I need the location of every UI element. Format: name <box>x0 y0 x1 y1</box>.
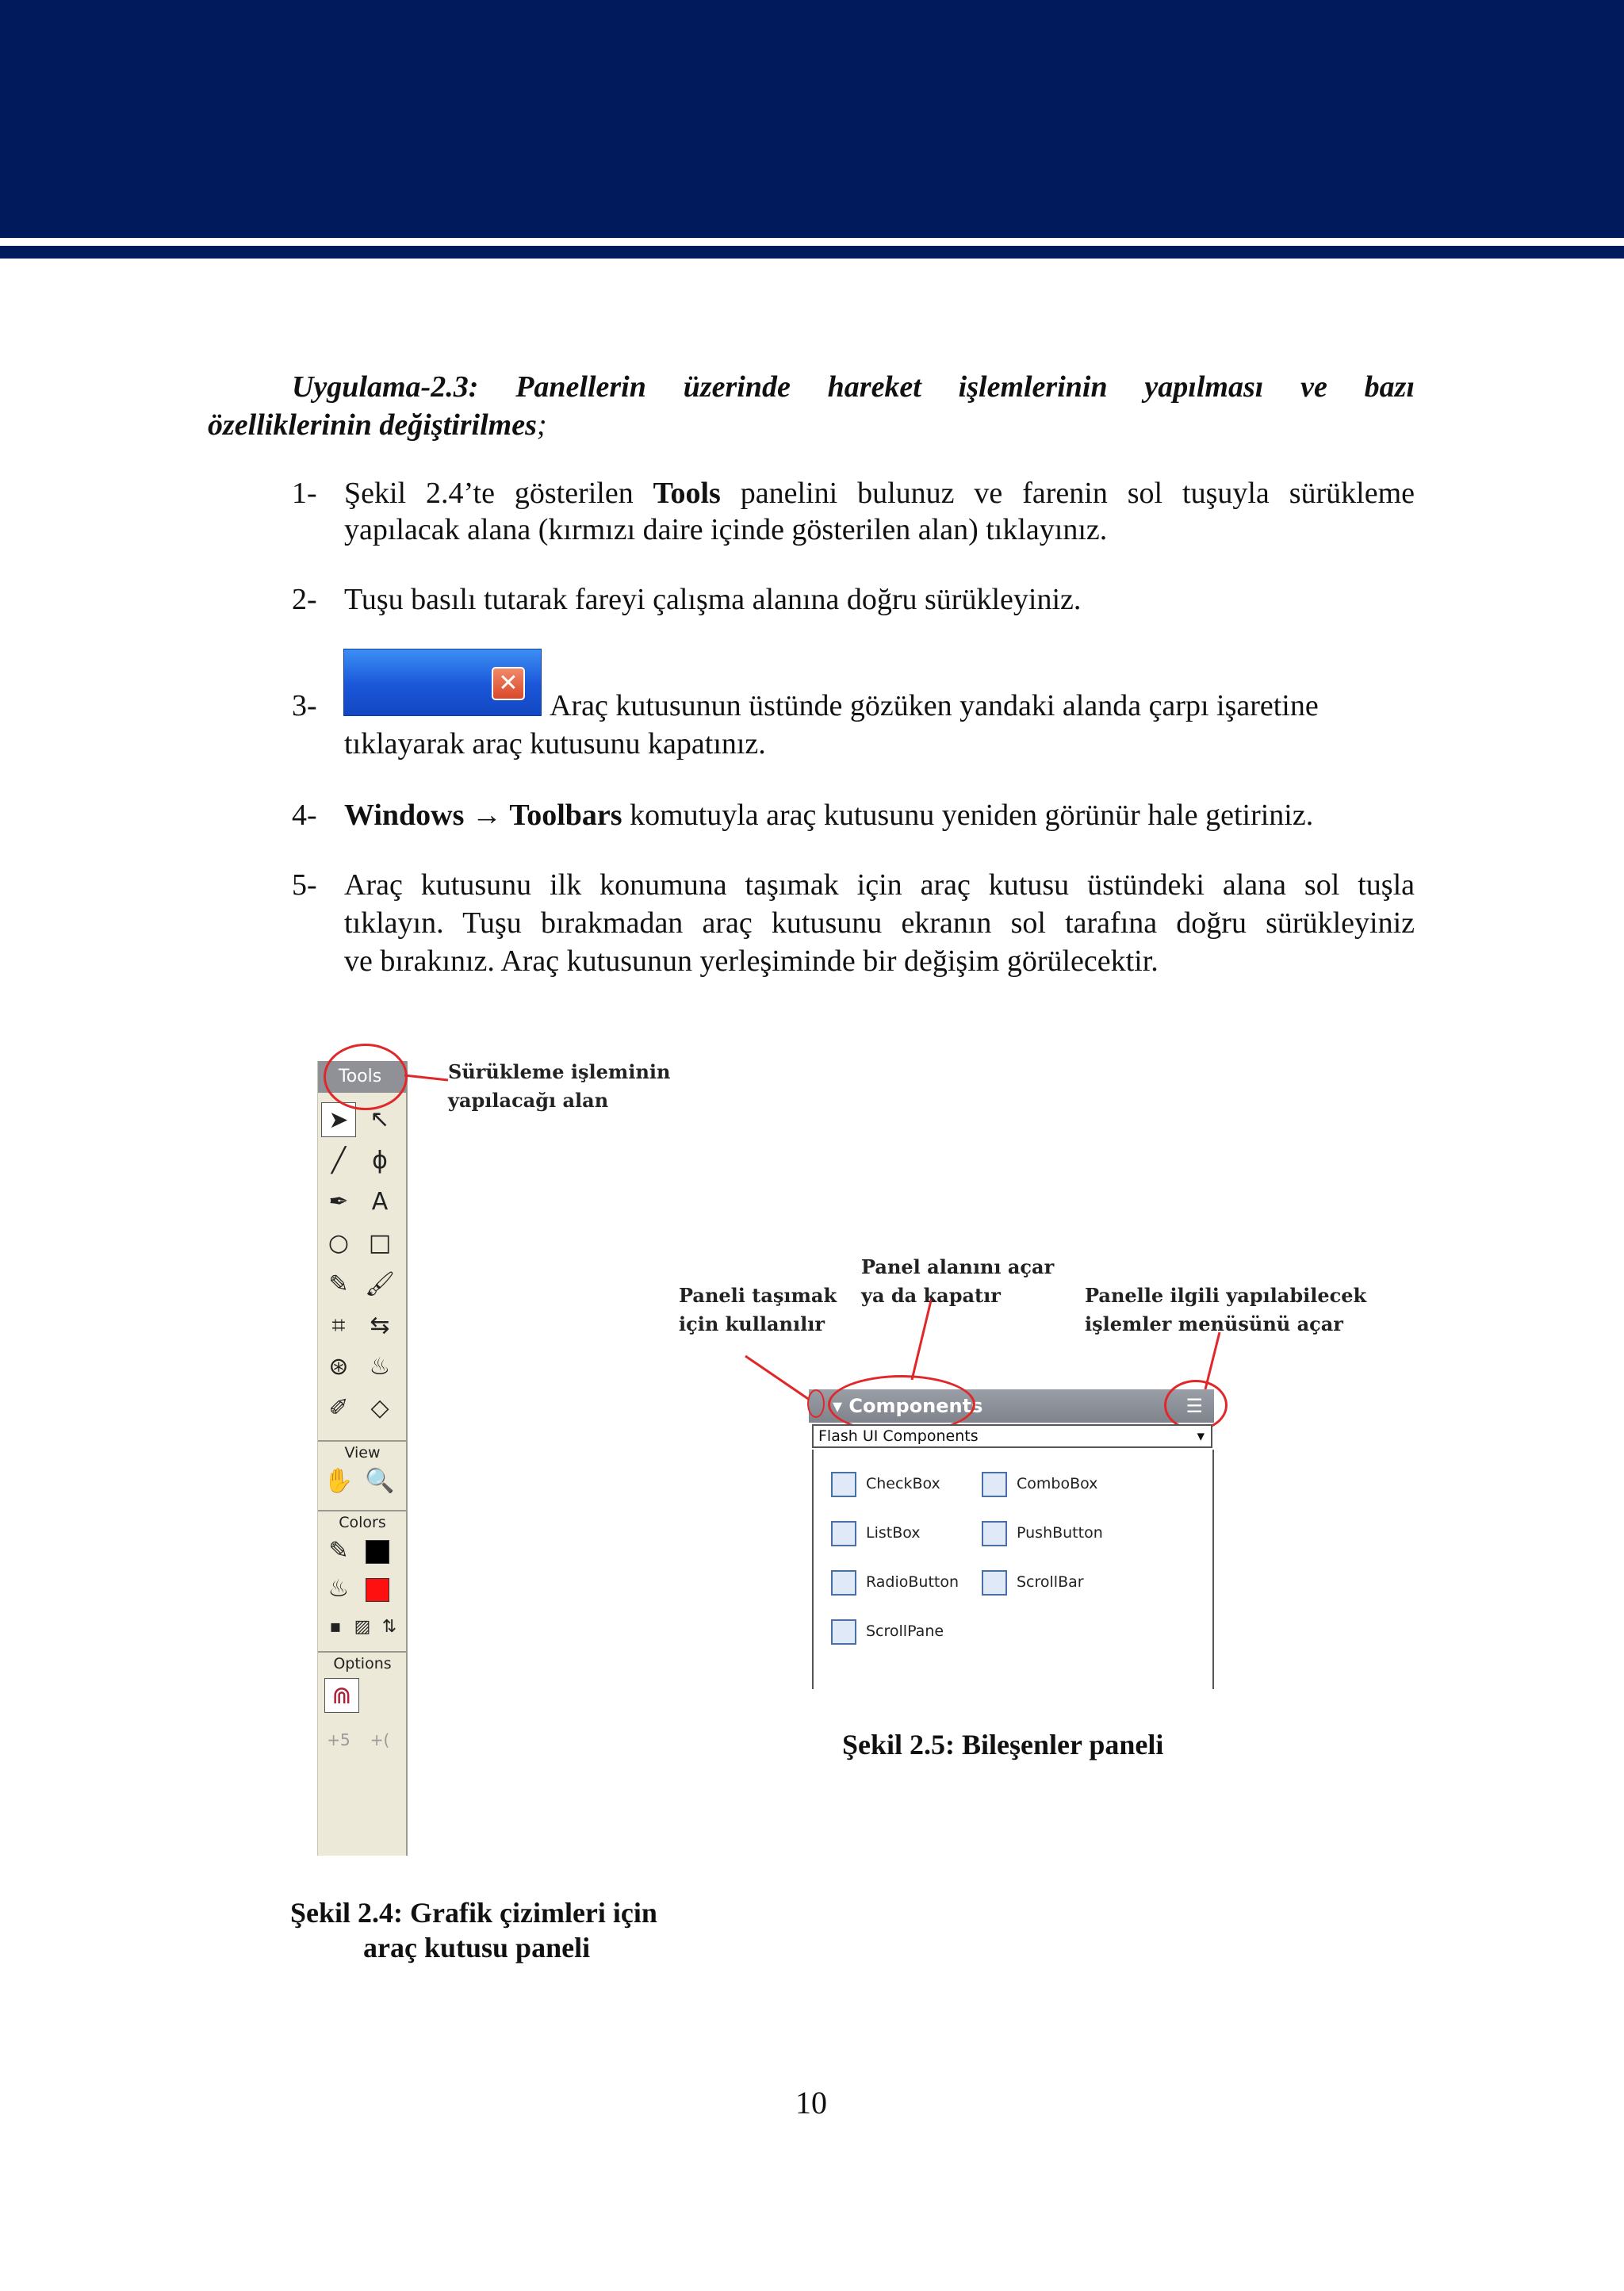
step-5-number: 5- <box>292 868 317 902</box>
chevron-down-icon: ▾ <box>1197 1427 1205 1445</box>
figure-2-4-caption: Şekil 2.4: Grafik çizimleri için <box>290 1897 657 1929</box>
scrollpane-component-icon <box>831 1619 856 1645</box>
colors-section-label: Colors <box>318 1510 407 1534</box>
step-3-text: Araç kutusunun üstünde gözüken yandaki alanda çarpı işaretine <box>550 689 1319 722</box>
close-icon: ✕ <box>492 667 525 700</box>
free-transform-tool-icon[interactable]: ⌗ <box>331 1312 346 1339</box>
swap-colors-icon[interactable]: ⇅ <box>381 1617 397 1637</box>
options-section-label: Options <box>318 1651 407 1675</box>
move-grip-highlight <box>807 1389 825 1418</box>
step-1-text: Şekil 2.4’te gösterilen Tools panelini bulunuz ve farenin sol tuşuyla sürükleme <box>344 477 1415 510</box>
eyedropper-tool-icon[interactable]: ✐ <box>328 1394 349 1422</box>
component-radiobutton[interactable]: RadioButton <box>831 1569 959 1596</box>
pencil-tool-icon[interactable]: ✎ <box>328 1270 349 1298</box>
callout-menu: Panelle ilgili yapılabilecek işlemler menüsünü açar <box>1085 1284 1367 1335</box>
step-4-text: Windows → Toolbars komutuyla araç kutusunu yeniden görünür hale getiriniz. <box>344 799 1314 832</box>
snap-magnet-icon[interactable]: ⋒ <box>324 1678 359 1713</box>
callout-open-close: Panel alanını açar ya da kapatır <box>861 1255 1055 1307</box>
lasso-tool-icon[interactable]: ϕ <box>372 1147 388 1174</box>
figure-2-5-caption: Şekil 2.5: Bileşenler paneli <box>842 1729 1164 1760</box>
scrollbar-component-icon <box>982 1570 1007 1596</box>
step-1-number: 1- <box>292 477 317 510</box>
combobox-component-icon <box>982 1472 1007 1497</box>
stroke-color-icon[interactable]: ✎ <box>328 1537 349 1565</box>
text-tool-icon[interactable]: A <box>371 1188 389 1216</box>
listbox-component-icon <box>831 1521 856 1546</box>
default-colors-icon[interactable]: ▪ <box>329 1617 342 1637</box>
smooth-option-icon[interactable]: +5 <box>327 1730 350 1749</box>
components-list <box>812 1450 1214 1689</box>
exercise-heading: Uygulama-2.3: Panellerin üzerinde hareket işlemlerinin yapılması ve bazı <box>292 370 1415 404</box>
component-listbox[interactable]: ListBox <box>831 1519 921 1546</box>
component-scrollbar[interactable]: ScrollBar <box>982 1569 1084 1596</box>
step-4-number: 4- <box>292 799 317 832</box>
pushbutton-component-icon <box>982 1521 1007 1546</box>
paint-bucket-tool-icon[interactable]: ♨ <box>369 1353 391 1381</box>
page-number: 10 <box>795 2085 827 2121</box>
arrow-tool-icon[interactable]: ➤ <box>321 1102 356 1137</box>
callout-drag-area: Sürükleme işleminin yapılacağı alan <box>448 1060 671 1112</box>
fill-transform-tool-icon[interactable]: ⇆ <box>370 1312 390 1339</box>
step-3-text-cont: tıklayarak araç kutusunu kapatınız. <box>344 727 766 760</box>
step-5-text-cont2: ve bırakınız. Araç kutusunun yerleşiminde bir değişim görülecektir. <box>344 944 1159 978</box>
exercise-heading-cont: özelliklerinin değiştirilmes; <box>208 408 547 442</box>
fill-color-icon[interactable]: ♨ <box>327 1575 350 1603</box>
step-1-text-cont: yapılacak alana (kırmızı daire içinde gösterilen alan) tıklayınız. <box>344 513 1108 546</box>
rectangle-tool-icon[interactable]: □ <box>368 1229 392 1257</box>
menu-highlight <box>1164 1380 1228 1431</box>
step-2-text: Tuşu basılı tutarak fareyi çalışma alanına doğru sürükleyiniz. <box>344 583 1082 616</box>
eraser-tool-icon[interactable]: ◇ <box>370 1394 389 1422</box>
components-panel-title[interactable]: ▾ Components <box>833 1395 983 1417</box>
radiobutton-component-icon <box>831 1570 856 1596</box>
checkbox-component-icon <box>831 1472 856 1497</box>
oval-tool-icon[interactable]: ○ <box>327 1229 350 1257</box>
step-2-number: 2- <box>292 583 317 616</box>
callout-move-panel: Paneli taşımak için kullanılır <box>679 1284 837 1335</box>
no-color-icon[interactable]: ▨ <box>354 1617 371 1637</box>
straighten-option-icon[interactable]: +( <box>370 1730 390 1749</box>
step-5-text-cont: tıklayın. Tuşu bırakmadan araç kutusunu ekranın sol tarafına doğru sürükleyiniz <box>344 906 1415 940</box>
component-checkbox[interactable]: CheckBox <box>831 1470 940 1497</box>
component-pushbutton[interactable]: PushButton <box>982 1519 1103 1546</box>
tools-title-bar[interactable]: Tools <box>318 1061 407 1093</box>
panel-menu-icon[interactable]: ☰ <box>1185 1395 1203 1417</box>
zoom-tool-icon[interactable]: 🔍 <box>365 1467 395 1495</box>
brush-tool-icon[interactable]: 🖌 <box>364 1270 396 1298</box>
components-category-select[interactable]: Flash UI Components ▾ <box>812 1424 1212 1448</box>
component-scrollpane[interactable]: ScrollPane <box>831 1618 944 1645</box>
hand-tool-icon[interactable]: ✋ <box>324 1467 354 1495</box>
pen-tool-icon[interactable]: ✒ <box>328 1188 349 1216</box>
figure-2-4-caption-cont: araç kutusu paneli <box>363 1932 591 1963</box>
component-combobox[interactable]: ComboBox <box>982 1470 1097 1497</box>
step-5-text: Araç kutusunu ilk konumuna taşımak için araç kutusu üstündeki alana sol tuşla <box>344 868 1415 902</box>
ink-bottle-tool-icon[interactable]: ⊛ <box>328 1353 349 1381</box>
step-3-number: 3- <box>292 689 317 722</box>
view-section-label: View <box>318 1440 407 1464</box>
subselect-tool-icon[interactable]: ↖ <box>370 1105 390 1133</box>
line-tool-icon[interactable]: ╱ <box>331 1147 347 1174</box>
